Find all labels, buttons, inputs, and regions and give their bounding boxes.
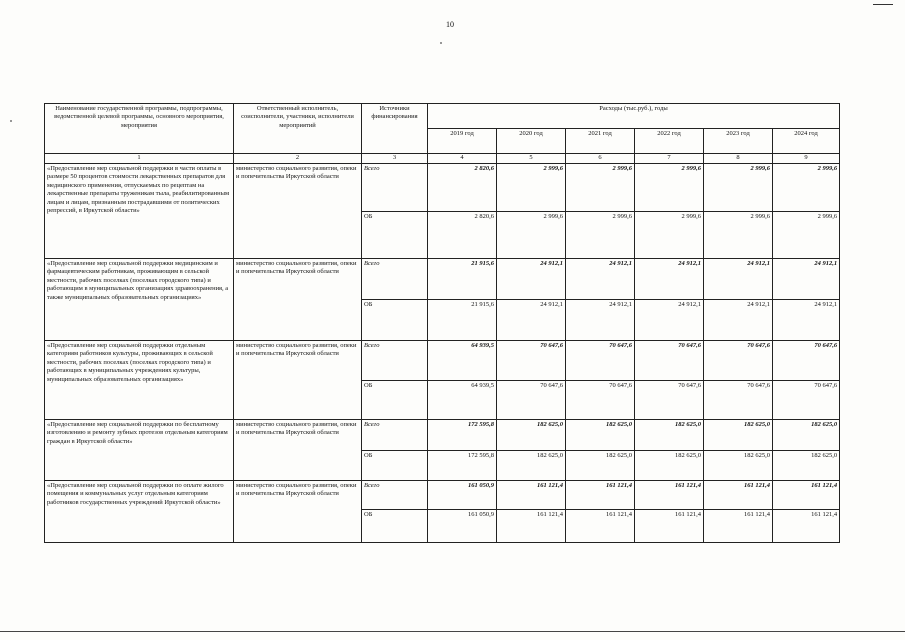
header-name: Наименование государственной программы, подпрограммы, ведомственной целевой программы, основного мероприятия, мероприятия (45, 104, 234, 154)
source-total-label: Всего (362, 259, 428, 300)
ob-value: 182 625,0 (635, 451, 704, 481)
ob-value: 161 121,4 (497, 510, 566, 543)
source-ob-label: ОБ (362, 510, 428, 543)
ob-value: 182 625,0 (773, 451, 840, 481)
total-value: 182 625,0 (704, 420, 773, 451)
page-number: 10 (446, 20, 454, 29)
source-total-label: Всего (362, 420, 428, 451)
ob-value: 2 999,6 (635, 212, 704, 259)
header-year: 2020 год (497, 129, 566, 154)
ob-value: 2 999,6 (566, 212, 635, 259)
ob-value: 21 915,6 (428, 300, 497, 341)
measure-name: «Предоставление мер социальной поддержки отдельным категориям работников культуры, проживающих в сельской местности, рабочих поселках (поселках городского типа) и работающих в муниципальных учреждениях культуры, муниципальных образовательных организациях» (45, 341, 234, 420)
ob-value: 161 050,9 (428, 510, 497, 543)
source-ob-label: ОБ (362, 300, 428, 341)
ob-value: 70 647,6 (773, 381, 840, 420)
total-value: 70 647,6 (635, 341, 704, 381)
header-year: 2022 год (635, 129, 704, 154)
total-value: 182 625,0 (773, 420, 840, 451)
total-value: 182 625,0 (566, 420, 635, 451)
source-ob-label: ОБ (362, 381, 428, 420)
ob-value: 161 121,4 (635, 510, 704, 543)
total-value: 161 050,9 (428, 481, 497, 510)
table-row-total (45, 259, 840, 300)
header-year: 2023 год (704, 129, 773, 154)
measure-name: «Предоставление мер социальной поддержки медицинским и фармацевтическим работникам, проживающим в сельской местности, рабочих поселках (поселках городского типа) и работающим в муниципальных организациях здравоохранения, а также муниципальных образовательных организациях» (45, 259, 234, 341)
column-index: 1 (45, 154, 234, 164)
ob-value: 70 647,6 (566, 381, 635, 420)
measure-name: «Предоставление мер социальной поддержки в части оплаты в размере 50 процентов стоимости лекарственных препаратов для медицинского применения, отпускаемых по рецептам на лекарственные препараты труженикам тыла, реабилитированным лицам и лицам, признанным пострадавшими от политических репрессий, в Иркутской области» (45, 164, 234, 259)
total-value: 161 121,4 (635, 481, 704, 510)
total-value: 70 647,6 (704, 341, 773, 381)
total-value: 21 915,6 (428, 259, 497, 300)
measure-executor: министерство социального развития, опеки и попечительства Иркутской области (234, 481, 362, 543)
total-value: 2 999,6 (566, 164, 635, 212)
scan-speck (10, 120, 12, 122)
measure-executor: министерство социального развития, опеки и попечительства Иркутской области (234, 341, 362, 420)
total-value: 2 999,6 (704, 164, 773, 212)
total-value: 70 647,6 (497, 341, 566, 381)
source-ob-label: ОБ (362, 212, 428, 259)
total-value: 182 625,0 (497, 420, 566, 451)
ob-value: 182 625,0 (566, 451, 635, 481)
total-value: 2 999,6 (773, 164, 840, 212)
ob-value: 70 647,6 (497, 381, 566, 420)
page-bottom-edge (0, 631, 905, 632)
expenses-table (44, 103, 840, 543)
column-index: 3 (362, 154, 428, 164)
total-value: 24 912,1 (773, 259, 840, 300)
total-value: 24 912,1 (566, 259, 635, 300)
total-value: 2 999,6 (497, 164, 566, 212)
header-executor: Ответственный исполнитель, соисполнители, участники, исполнители мероприятий (234, 104, 362, 154)
measure-name: «Предоставление мер социальной поддержки по бесплатному изготовлению и ремонту зубных протезов отдельным категориям граждан в Иркутской области» (45, 420, 234, 481)
table-row-total (45, 481, 840, 510)
total-value: 2 820,6 (428, 164, 497, 212)
total-value: 64 939,5 (428, 341, 497, 381)
total-value: 161 121,4 (497, 481, 566, 510)
column-index-row (45, 154, 840, 164)
header-sources: Источники финансирования (362, 104, 428, 154)
table-row-total (45, 341, 840, 381)
ob-value: 70 647,6 (704, 381, 773, 420)
column-index: 5 (497, 154, 566, 164)
ob-value: 24 912,1 (773, 300, 840, 341)
measure-name: «Предоставление мер социальной поддержки по оплате жилого помещения и коммунальных услуг отдельным категориям работников государственных учреждений Иркутской области» (45, 481, 234, 543)
source-ob-label: ОБ (362, 451, 428, 481)
source-total-label: Всего (362, 164, 428, 212)
ob-value: 24 912,1 (635, 300, 704, 341)
total-value: 24 912,1 (635, 259, 704, 300)
table-row-total (45, 420, 840, 451)
ob-value: 172 595,8 (428, 451, 497, 481)
header-year: 2019 год (428, 129, 497, 154)
total-value: 182 625,0 (635, 420, 704, 451)
column-index: 9 (773, 154, 840, 164)
total-value: 161 121,4 (566, 481, 635, 510)
total-value: 161 121,4 (773, 481, 840, 510)
scan-speck (440, 42, 442, 44)
ob-value: 161 121,4 (566, 510, 635, 543)
ob-value: 24 912,1 (566, 300, 635, 341)
measure-executor: министерство социального развития, опеки и попечительства Иркутской области (234, 164, 362, 259)
ob-value: 2 999,6 (704, 212, 773, 259)
total-value: 172 595,8 (428, 420, 497, 451)
column-index: 6 (566, 154, 635, 164)
measure-executor: министерство социального развития, опеки и попечительства Иркутской области (234, 259, 362, 341)
total-value: 70 647,6 (773, 341, 840, 381)
ob-value: 24 912,1 (497, 300, 566, 341)
column-index: 7 (635, 154, 704, 164)
total-value: 70 647,6 (566, 341, 635, 381)
column-index: 4 (428, 154, 497, 164)
ob-value: 70 647,6 (635, 381, 704, 420)
column-index: 2 (234, 154, 362, 164)
ob-value: 161 121,4 (773, 510, 840, 543)
total-value: 161 121,4 (704, 481, 773, 510)
ob-value: 2 999,6 (497, 212, 566, 259)
ob-value: 161 121,4 (704, 510, 773, 543)
corner-mark (873, 4, 893, 5)
ob-value: 2 999,6 (773, 212, 840, 259)
header-year: 2024 год (773, 129, 840, 154)
ob-value: 182 625,0 (704, 451, 773, 481)
ob-value: 64 939,5 (428, 381, 497, 420)
ob-value: 182 625,0 (497, 451, 566, 481)
header-year: 2021 год (566, 129, 635, 154)
table-row-total (45, 164, 840, 212)
ob-value: 2 820,6 (428, 212, 497, 259)
total-value: 24 912,1 (497, 259, 566, 300)
source-total-label: Всего (362, 481, 428, 510)
header-expenses: Расходы (тыс.руб.), годы (428, 104, 840, 129)
source-total-label: Всего (362, 341, 428, 381)
total-value: 2 999,6 (635, 164, 704, 212)
measure-executor: министерство социального развития, опеки и попечительства Иркутской области (234, 420, 362, 481)
column-index: 8 (704, 154, 773, 164)
ob-value: 24 912,1 (704, 300, 773, 341)
total-value: 24 912,1 (704, 259, 773, 300)
